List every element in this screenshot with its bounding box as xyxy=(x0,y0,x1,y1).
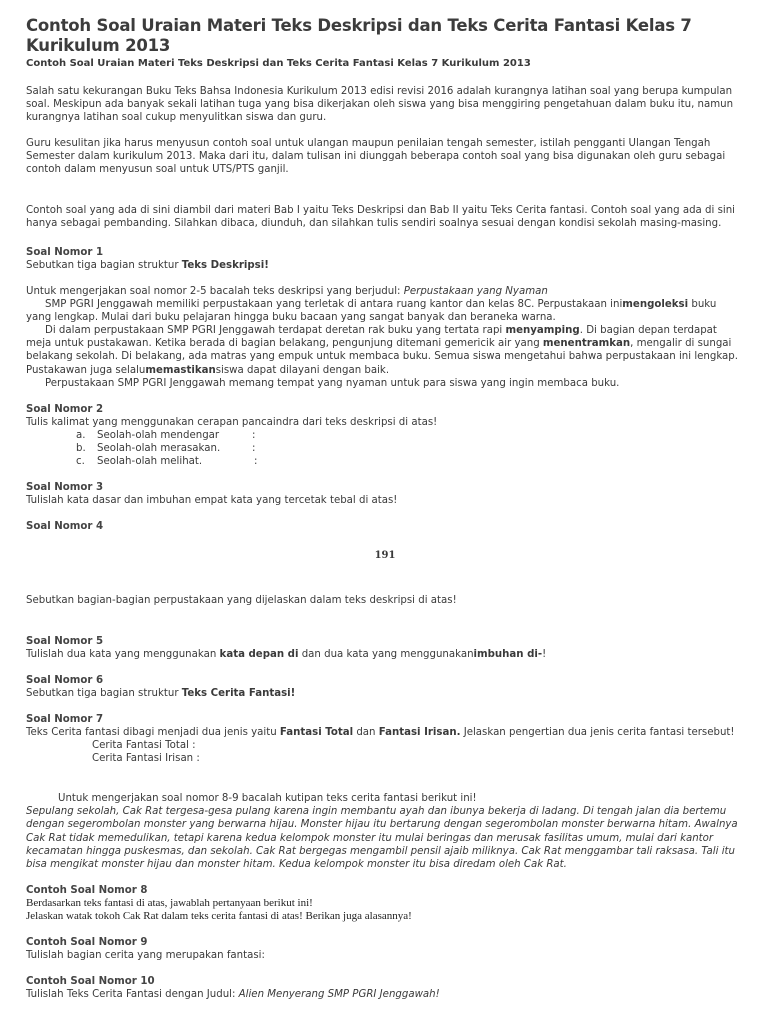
question-8-line-2: Jelaskan watak tokoh Cak Rat dalam teks cerita fantasi di atas! Berikan juga alasannya! xyxy=(26,910,412,923)
question-1-text: Sebutkan tiga bagian struktur Teks Deskripsi! xyxy=(26,259,269,271)
page-number: 191 xyxy=(374,550,396,562)
question-2-item-a: a. Seolah-olah mendengar : xyxy=(76,429,256,441)
question-10-heading: Contoh Soal Nomor 10 xyxy=(26,976,155,988)
question-4-text: Sebutkan bagian-bagian perpustakaan yang dijelaskan dalam teks deskripsi di atas! xyxy=(26,595,457,607)
question-5-heading: Soal Nomor 5 xyxy=(26,635,104,647)
intro-paragraph-3: Contoh soal yang ada di sini diambil dari materi Bab I yaitu Teks Deskripsi dan Bab II yaitu Teks Cerita fantasi. Contoh soal yang ada di sini hanya sebagai pembanding. Silahkan dibaca, diunduh, dan silahkan tulis sendiri soalnya sesuai dengan kondisi sekolah masing-masing. xyxy=(26,204,735,229)
question-1-heading: Soal Nomor 1 xyxy=(26,246,104,258)
question-9-text: Tulislah bagian cerita yang merupakan fantasi: xyxy=(26,950,265,962)
question-7-heading: Soal Nomor 7 xyxy=(26,713,104,725)
page-subtitle: Contoh Soal Uraian Materi Teks Deskripsi dan Teks Cerita Fantasi Kelas 7 Kurikulum 2013 xyxy=(26,58,531,69)
passage-2-intro: Untuk mengerjakan soal nomor 8-9 bacalah kutipan teks cerita fantasi berikut ini! xyxy=(58,793,477,805)
passage-2-text: Sepulang sekolah, Cak Rat tergesa-gesa pulang karena ingin membantu ayah dan ibunya bekerja di ladang. Di tengah jalan dia bertemu dengan segerombolan monster yang berwarna hijau. Monster hijau itu bertarung dengan segerombolan monster berwarna hitam. Awalnya Cak Rat tidak memedulikan, tetapi karena kedua kelompok monster itu mulai beringas dan merusak fasilitas umum, mulai dari kantor kecamatan hingga puskesmas, dan sekolah. Cak Rat bergegas mengambil pensil ajaib miliknya. Cak Rat menggambar tali raksasa. Tali itu bisa mengikat monster hijau dan monster hitam. Kedua kelompok monster itu bisa diredam oleh Cak Rat. xyxy=(26,806,738,870)
question-2-item-b: b. Seolah-olah merasakan. : xyxy=(76,442,256,454)
intro-paragraph-1: Salah satu kekurangan Buku Teks Bahsa Indonesia Kurikulum 2013 edisi revisi 2016 adalah kurangnya latihan soal yang berupa kumpulan soal. Meskipun ada banyak sekali latihan tuga yang bisa dikerjakan oleh siswa yang bisa menggiring pengetahuan dalam buku itu, namun kurangnya latihan soal cukup menyulitkan siswa dan guru. xyxy=(26,86,734,124)
passage-1-paragraph-2: Di dalam perpustakaan SMP PGRI Jenggawah terdapat deretan rak buku yang tertata rapi menyamping. Di bagian depan terdapat meja untuk pustakawan. Ketika berada di bagian belakang, pengunjung ditemani gemericik air yang menentramkan, mengalir di sungai belakang sekolah. Di belakang, ada matras yang empuk untuk membaca buku. Semua siswa mengetahui bahwa perpustakaan ini lengkap. Pustakawan juga selalumemastikansiswa dapat dilayani dengan baik. xyxy=(26,325,739,376)
question-7-text: Teks Cerita fantasi dibagi menjadi dua jenis yaitu Fantasi Total dan Fantasi Irisan. Jelaskan pengertian dua jenis cerita fantasi tersebut! xyxy=(26,727,735,738)
question-2-text: Tulis kalimat yang menggunakan cerapan pancaindra dari teks deskripsi di atas! xyxy=(26,416,438,428)
passage-1-intro: Untuk mengerjakan soal nomor 2-5 bacalah teks deskripsi yang berjudul: Perpustakaan yang Nyaman xyxy=(26,285,548,297)
question-8-heading: Contoh Soal Nomor 8 xyxy=(26,884,148,896)
intro-paragraph-2: Guru kesulitan jika harus menyusun contoh soal untuk ulangan maupun penilaian tengah semester, istilah pengganti Ulangan Tengah Semester dalam kurikulum 2013. Maka dari itu, dalam tulisan ini diunggah beberapa contoh soal yang bisa digunakan oleh guru sebagai contoh dalam menyusun soal untuk UTS/PTS ganjil. xyxy=(26,138,726,176)
question-8-line-1: Berdasarkan teks fantasi di atas, jawablah pertanyaan berikut ini! xyxy=(26,896,313,909)
question-2-item-c: c. Seolah-olah melihat. : xyxy=(76,456,258,468)
passage-1-paragraph-3: Perpustakaan SMP PGRI Jenggawah memang tempat yang nyaman untuk para siswa yang ingin membaca buku. xyxy=(45,377,620,389)
question-7-sub-total: Cerita Fantasi Total : xyxy=(92,740,196,752)
passage-1-paragraph-1: SMP PGRI Jenggawah memiliki perpustakaan yang terletak di antara ruang kantor dan kelas 8C. Perpustakaan inimengoleksi buku yang lengkap. Mulai dari buku pelajaran hingga buku bacaan yang sangat banyak dan beraneka warna. xyxy=(26,299,717,324)
question-7-sub-irisan: Cerita Fantasi Irisan : xyxy=(92,753,200,765)
question-6-text: Sebutkan tiga bagian struktur Teks Cerita Fantasi! xyxy=(26,687,296,699)
question-9-heading: Contoh Soal Nomor 9 xyxy=(26,937,148,949)
question-5-text: Tulislah dua kata yang menggunakan kata depan di dan dua kata yang menggunakanimbuhan di-! xyxy=(26,648,547,660)
page-title: Contoh Soal Uraian Materi Teks Deskripsi dan Teks Cerita Fantasi Kelas 7 Kurikulum 2013 xyxy=(26,16,692,55)
question-3-text: Tulislah kata dasar dan imbuhan empat kata yang tercetak tebal di atas! xyxy=(26,495,398,507)
question-6-heading: Soal Nomor 6 xyxy=(26,674,104,686)
question-10-text: Tulislah Teks Cerita Fantasi dengan Judul: Alien Menyerang SMP PGRI Jenggawah! xyxy=(26,989,440,1001)
question-2-heading: Soal Nomor 2 xyxy=(26,403,104,415)
question-4-heading: Soal Nomor 4 xyxy=(26,521,104,533)
question-3-heading: Soal Nomor 3 xyxy=(26,482,104,494)
